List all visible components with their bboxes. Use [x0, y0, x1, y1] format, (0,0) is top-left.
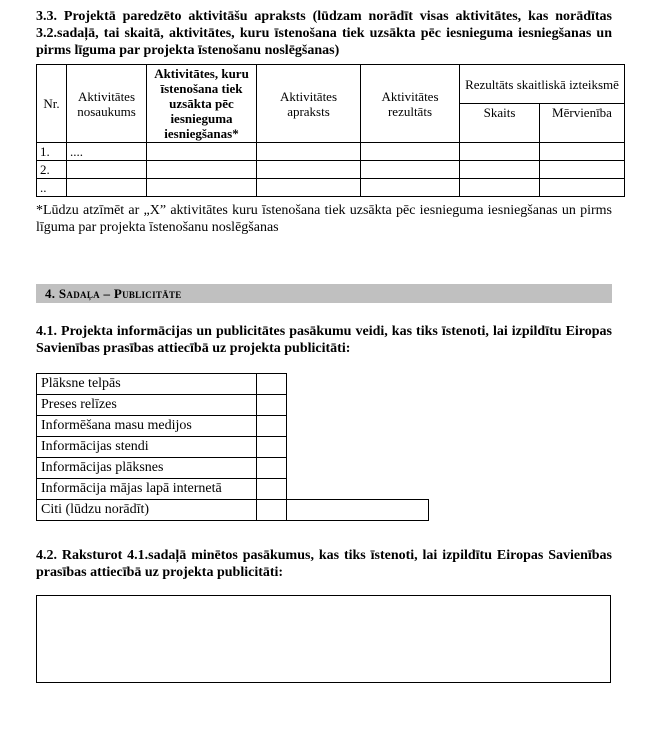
cell-count[interactable] — [460, 161, 540, 179]
cell-unit[interactable] — [540, 161, 625, 179]
cell-count[interactable] — [460, 143, 540, 161]
col-header-count: Skaits — [460, 104, 540, 143]
checkbox-cell[interactable] — [257, 458, 287, 479]
cell-count[interactable] — [460, 179, 540, 197]
publicity-row — [37, 458, 429, 479]
section-4-1-heading: 4.1. Projekta informācijas un publicitātes pasākumu veidi, kas tiks īstenoti, lai izpildītu Eiropas Savienības prasības attiecībā uz projekta publicitāti: — [36, 324, 612, 356]
publicity-row — [37, 416, 429, 437]
cell-activity-description[interactable] — [257, 179, 361, 197]
cell-unit[interactable] — [540, 179, 625, 197]
publicity-label-mass-media: Informēšana masu medijos — [37, 416, 257, 437]
publicity-measures-table — [36, 373, 429, 521]
publicity-label-press-releases: Preses relīzes — [37, 395, 257, 416]
cell-activity-name[interactable] — [67, 179, 147, 197]
col-header-activity-description: Aktivitātes apraksts — [257, 65, 361, 143]
publicity-label-information-plaques: Informācijas plāksnes — [37, 458, 257, 479]
col-header-nr: Nr. — [37, 65, 67, 143]
cell-unit[interactable] — [540, 143, 625, 161]
publicity-row — [37, 500, 429, 521]
section-4-heading-text: 4. Sadaļa – Publicitāte — [45, 286, 182, 301]
publicity-row — [37, 437, 429, 458]
checkbox-cell[interactable] — [257, 479, 287, 500]
cell-nr: .. — [37, 179, 67, 197]
cell-started-after[interactable] — [147, 179, 257, 197]
publicity-label-information-stands: Informācijas stendi — [37, 437, 257, 458]
publicity-label-plaque-indoors: Plāksne telpās — [37, 374, 257, 395]
col-header-started-after-submission: Aktivitātes, kuru īstenošana tiek uzsākta pēc iesnieguma iesniegšanas* — [147, 65, 257, 143]
cell-activity-name[interactable]: .... — [67, 143, 147, 161]
publicity-row — [37, 374, 429, 395]
cell-activity-description[interactable] — [257, 143, 361, 161]
col-header-unit: Mērvienība — [540, 104, 625, 143]
activities-table-header-row-1 — [37, 65, 625, 104]
cell-activity-result[interactable] — [361, 143, 460, 161]
cell-nr: 1. — [37, 143, 67, 161]
section-3-3-heading: 3.3. Projektā paredzēto aktivitāšu apraksts (lūdzam norādīt visas aktivitātes, kas norādītas 3.2.sadaļā, tai skaitā, aktivitātes, kuru īstenošana tiek uzsākta pēc iesnieguma iesniegšanas un pirms līguma par projekta īstenošanu noslēgšanas) — [36, 9, 612, 58]
activities-table-row-3 — [37, 179, 625, 197]
checkbox-cell[interactable] — [257, 395, 287, 416]
checkbox-cell[interactable] — [257, 374, 287, 395]
cell-activity-result[interactable] — [361, 179, 460, 197]
cell-activity-description[interactable] — [257, 161, 361, 179]
section-4-2-heading: 4.2. Raksturot 4.1.sadaļā minētos pasākumus, kas tiks īstenoti, lai izpildītu Eiropas Savienības prasības attiecībā uz projekta publicitāti: — [36, 548, 612, 580]
activities-table-row-1 — [37, 143, 625, 161]
col-header-activity-result: Aktivitātes rezultāts — [361, 65, 460, 143]
cell-nr: 2. — [37, 161, 67, 179]
activities-table-row-2 — [37, 161, 625, 179]
col-header-result-numeric: Rezultāts skaitliskā izteiksmē — [460, 65, 625, 104]
checkbox-cell[interactable] — [257, 437, 287, 458]
cell-started-after[interactable] — [147, 161, 257, 179]
checkbox-cell[interactable] — [257, 500, 287, 521]
other-specify-field[interactable] — [287, 500, 429, 521]
footnote-x-mark: *Lūdzu atzīmēt ar „X” aktivitātes kuru īstenošana tiek uzsākta pēc iesnieguma iesniegšanas un pirms līguma par projekta īstenošanu noslēgšanas — [36, 203, 612, 235]
publicity-description-textbox[interactable] — [36, 595, 611, 683]
cell-started-after[interactable] — [147, 143, 257, 161]
cell-activity-name[interactable] — [67, 161, 147, 179]
col-header-activity-name: Aktivitātes nosaukums — [67, 65, 147, 143]
activities-table — [36, 64, 625, 197]
publicity-label-website-information: Informācija mājas lapā internetā — [37, 479, 257, 500]
publicity-row — [37, 395, 429, 416]
checkbox-cell[interactable] — [257, 416, 287, 437]
publicity-row — [37, 479, 429, 500]
cell-activity-result[interactable] — [361, 161, 460, 179]
section-4-heading-bar — [36, 284, 612, 303]
publicity-label-other: Citi (lūdzu norādīt) — [37, 500, 257, 521]
